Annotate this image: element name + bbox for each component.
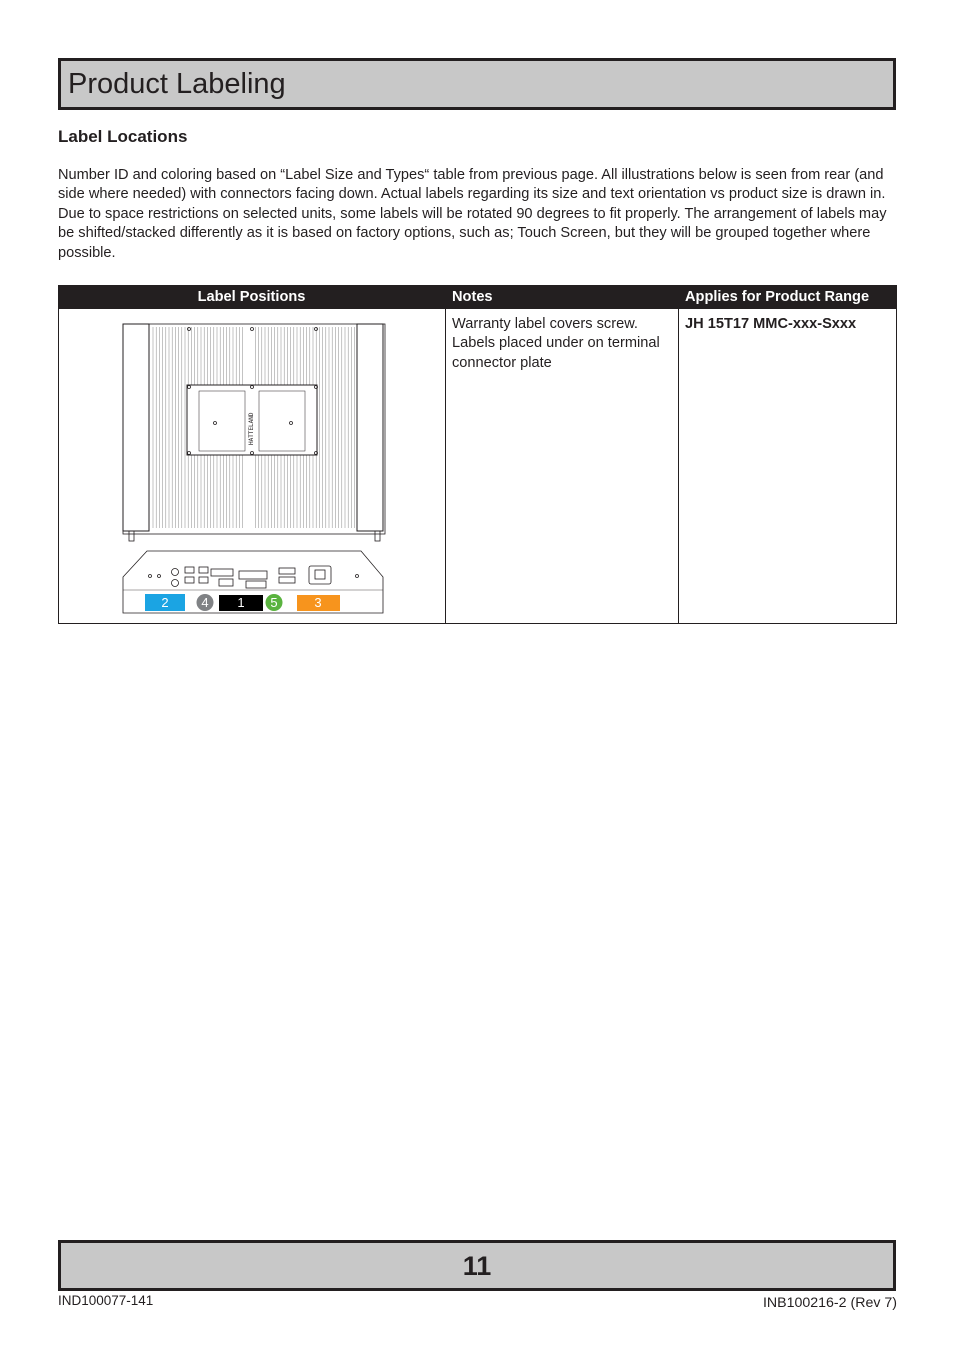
product-range-cell: JH 15T17 MMC-xxx-Sxxx (685, 316, 857, 332)
label-5-text: 5 (270, 595, 278, 610)
intro-paragraph: Number ID and coloring based on “Label Size and Types“ table from previous page. All illustrations below is seen from rear (and side where needed) with connectors facing down. Actual labels regarding its size and text orientation vs product size is drawn in. Due to space restrictions on selected units, some labels will be rotated 90 degrees to fit properly. The arrangement of labels may be shifted/stacked differently as it is based on factory options, such as; Touch Screen, but they will be grouped together where possible. (58, 167, 887, 261)
header-label-positions: Label Positions (197, 289, 306, 305)
notes-cell: Warranty label covers screw. Labels placed under on terminal connector plate (452, 316, 660, 371)
label-2-text: 2 (161, 595, 169, 610)
label-3-text: 3 (314, 595, 322, 610)
header-product-range: Applies for Product Range (685, 289, 870, 305)
document-id-right: INB100216-2 (Rev 7) (762, 1295, 897, 1311)
document-id-left: IND100077-141 (58, 1293, 154, 1308)
page-footer (58, 1240, 896, 1291)
table-row (58, 309, 897, 624)
label-4-text: 4 (201, 595, 209, 610)
page-title: Product Labeling (68, 68, 286, 100)
header-notes: Notes (452, 289, 493, 305)
label-1-text: 1 (237, 595, 245, 610)
column-divider (445, 309, 446, 623)
product-rear-illustration (119, 315, 389, 615)
label-locations-table (58, 285, 897, 624)
brand-text: HATTELAND (248, 412, 255, 445)
page-number: 11 (462, 1251, 492, 1281)
table-header (58, 285, 897, 309)
section-title: Label Locations (58, 127, 188, 146)
page-header (58, 58, 896, 110)
column-divider (678, 309, 679, 623)
